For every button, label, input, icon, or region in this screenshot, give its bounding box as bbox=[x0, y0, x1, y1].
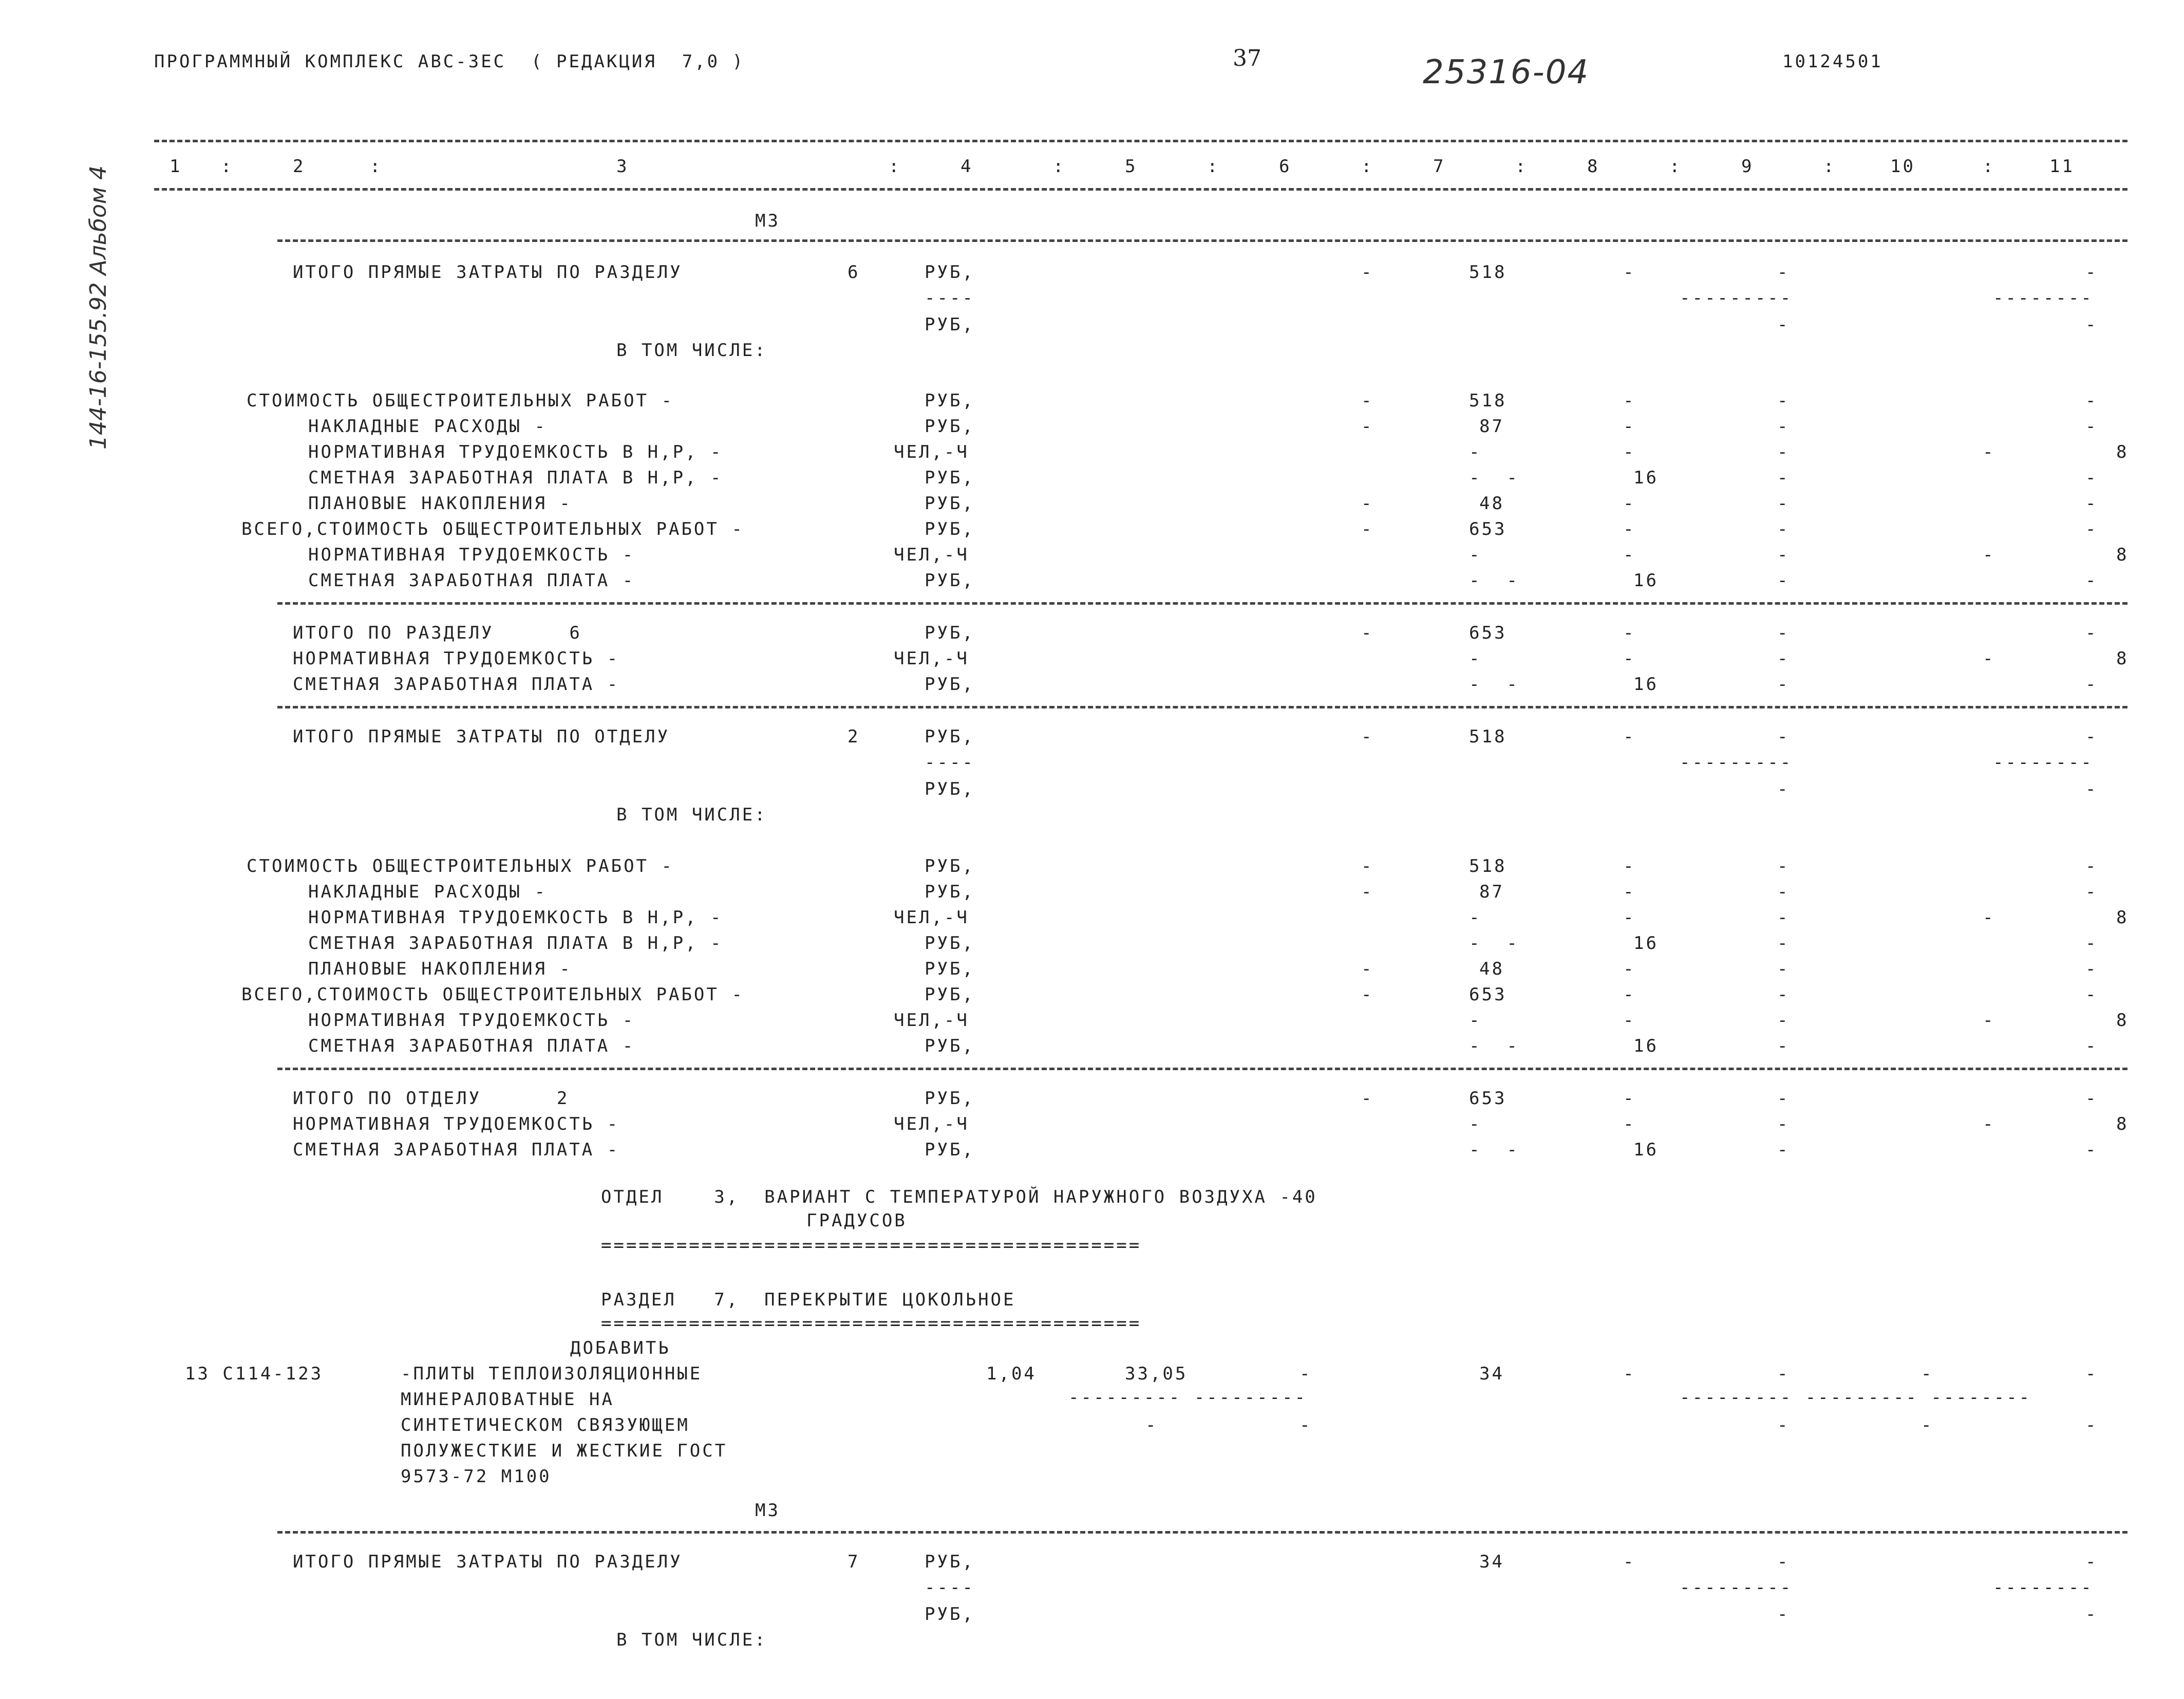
printout-line: - bbox=[1623, 959, 1636, 979]
printout-line: 8 bbox=[2116, 1114, 2129, 1134]
printout-line: - bbox=[2085, 570, 2098, 591]
printout-line: - bbox=[1777, 545, 1790, 565]
printout-line: - bbox=[1777, 468, 1790, 488]
column-header: 6 bbox=[1279, 156, 1292, 177]
printout-line: - bbox=[1983, 1114, 1995, 1134]
printout-line: 518 bbox=[1469, 262, 1507, 283]
printout-line: ОТДЕЛ 3, ВАРИАНТ С ТЕМПЕРАТУРОЙ НАРУЖНОГО ВОЗДУХА -40 bbox=[601, 1187, 1317, 1207]
separator-rule bbox=[277, 239, 2127, 242]
column-header: 8 bbox=[1587, 156, 1600, 177]
printout-line: - bbox=[1777, 856, 1790, 876]
printout-line: - bbox=[1623, 1552, 1636, 1572]
printout-line: - bbox=[1361, 882, 1374, 902]
printout-line: В ТОМ ЧИСЛЕ: bbox=[616, 1630, 767, 1650]
printout-line: ЧЕЛ,-Ч bbox=[894, 1114, 969, 1134]
printout-line: 16 bbox=[1633, 933, 1659, 954]
printout-line: - bbox=[2085, 314, 2098, 335]
margin-album-note: 144-16-155.92 Альбом 4 bbox=[85, 165, 111, 450]
printout-line: - bbox=[1361, 390, 1374, 411]
printout-line: 16 bbox=[1633, 468, 1659, 488]
printout-line: - bbox=[1777, 416, 1790, 437]
printout-line: 13 С114-123 bbox=[185, 1364, 324, 1384]
printout-line: 518 bbox=[1469, 856, 1507, 876]
printout-line: - bbox=[1777, 648, 1790, 669]
column-divider: : bbox=[1361, 156, 1374, 177]
printout-line: - bbox=[2085, 779, 2098, 799]
printout-line: - bbox=[1361, 519, 1374, 539]
column-divider: : bbox=[1983, 156, 1995, 177]
printout-line: --------- --------- -------- bbox=[1680, 1387, 2032, 1408]
printout-line: - bbox=[1983, 1010, 1995, 1031]
printout-line: 8 bbox=[2116, 1010, 2129, 1031]
printout-line: НАКЛАДНЫЕ РАСХОДЫ - bbox=[308, 882, 547, 902]
column-header: 11 bbox=[2049, 156, 2075, 177]
printout-line: - bbox=[2085, 726, 2098, 747]
printout-line: - bbox=[2085, 390, 2098, 411]
printout-line: МИНЕРАЛОВАТНЫЕ НА bbox=[401, 1389, 614, 1410]
printout-line: - bbox=[1623, 648, 1636, 669]
printout-line: НОРМАТИВНАЯ ТРУДОЕМКОСТЬ - bbox=[308, 545, 635, 565]
printout-line: РУБ, bbox=[925, 314, 975, 335]
printout-line: 6 bbox=[848, 262, 860, 283]
separator-rule bbox=[277, 1531, 2127, 1534]
printout-line: РУБ, bbox=[925, 390, 975, 411]
printout-line: 16 bbox=[1633, 570, 1659, 591]
printout-line: --------- bbox=[1680, 288, 1793, 308]
printout-line: - - bbox=[1469, 674, 1519, 695]
printout-line: - bbox=[1623, 623, 1636, 643]
printout-line: 653 bbox=[1469, 984, 1507, 1005]
printout-line: РУБ, bbox=[925, 416, 975, 437]
separator-rule bbox=[154, 140, 2127, 142]
printout-line: - bbox=[1777, 907, 1790, 928]
printout-line: ПЛАНОВЫЕ НАКОПЛЕНИЯ - bbox=[308, 959, 572, 979]
printout-line: -------- bbox=[1993, 1577, 2094, 1598]
printout-line: ---- bbox=[925, 288, 975, 308]
printout-line: - bbox=[1777, 1552, 1790, 1572]
column-divider: : bbox=[1823, 156, 1836, 177]
printout-line: 87 bbox=[1479, 882, 1504, 902]
separator-rule bbox=[277, 706, 2127, 708]
printout-line: РУБ, bbox=[925, 726, 975, 747]
printout-line: - - bbox=[1469, 468, 1519, 488]
printout-line: ДОБАВИТЬ bbox=[570, 1338, 671, 1358]
printout-line: - bbox=[1623, 390, 1636, 411]
printout-line: РУБ, bbox=[925, 1088, 975, 1109]
printout-line: =========================================== bbox=[601, 1313, 1142, 1334]
printout-line: - bbox=[1623, 1088, 1636, 1109]
printout-line: - bbox=[1777, 779, 1790, 799]
printout-line: - bbox=[1777, 1364, 1790, 1384]
document-code: 10124501 bbox=[1782, 51, 1883, 72]
printout-line: СМЕТНАЯ ЗАРАБОТНАЯ ПЛАТА В Н,Р, - bbox=[308, 468, 723, 488]
printout-line: - bbox=[1361, 959, 1374, 979]
column-divider: : bbox=[1669, 156, 1682, 177]
printout-line: РУБ, bbox=[925, 493, 975, 514]
printout-line: - bbox=[1469, 1114, 1482, 1134]
printout-line: ИТОГО ПО ОТДЕЛУ 2 bbox=[293, 1088, 570, 1109]
printout-line: НОРМАТИВНАЯ ТРУДОЕМКОСТЬ В Н,Р, - bbox=[308, 442, 723, 462]
printout-line: СМЕТНАЯ ЗАРАБОТНАЯ ПЛАТА В Н,Р, - bbox=[308, 933, 723, 954]
printout-line: - bbox=[1777, 519, 1790, 539]
printout-line: РУБ, bbox=[925, 1604, 975, 1625]
printout-line: РУБ, bbox=[925, 1552, 975, 1572]
printout-line: - bbox=[1777, 1604, 1790, 1625]
column-header: 1 bbox=[170, 156, 182, 177]
printout-line: - bbox=[1623, 545, 1636, 565]
printout-line: - bbox=[1623, 856, 1636, 876]
printout-line: ---- bbox=[925, 752, 975, 773]
printout-line: 8 bbox=[2116, 545, 2129, 565]
printout-line: - bbox=[1623, 907, 1636, 928]
printout-line: - bbox=[1921, 1364, 1934, 1384]
printout-line: - bbox=[2085, 623, 2098, 643]
printout-line: - bbox=[1361, 1088, 1374, 1109]
printout-line: 16 bbox=[1633, 1140, 1659, 1160]
printout-line: РУБ, bbox=[925, 779, 975, 799]
handwritten-number: 25316-04 bbox=[1423, 53, 1590, 91]
separator-rule bbox=[277, 602, 2127, 605]
printout-line: НОРМАТИВНАЯ ТРУДОЕМКОСТЬ В Н,Р, - bbox=[308, 907, 723, 928]
printout-line: РУБ, bbox=[925, 623, 975, 643]
printout-line: ИТОГО ПО РАЗДЕЛУ 6 bbox=[293, 623, 582, 643]
printout-line: - bbox=[1777, 726, 1790, 747]
printout-line: - bbox=[1145, 1415, 1158, 1435]
printout-line: НАКЛАДНЫЕ РАСХОДЫ - bbox=[308, 416, 547, 437]
printout-line: - bbox=[1777, 1140, 1790, 1160]
printout-line: РУБ, bbox=[925, 882, 975, 902]
printout-line: РУБ, bbox=[925, 570, 975, 591]
printout-line: - bbox=[2085, 856, 2098, 876]
printout-line: - bbox=[2085, 1140, 2098, 1160]
printout-line: - bbox=[1361, 984, 1374, 1005]
printout-line: - bbox=[1983, 907, 1995, 928]
column-header: 4 bbox=[961, 156, 973, 177]
printout-line: - bbox=[2085, 262, 2098, 283]
printout-line: 7 bbox=[848, 1552, 860, 1572]
printout-line: - bbox=[2085, 1036, 2098, 1056]
printout-line: - bbox=[1777, 674, 1790, 695]
printout-line: - bbox=[2085, 674, 2098, 695]
printout-line: ---- bbox=[925, 1577, 975, 1598]
printout-line: -------- bbox=[1993, 752, 2094, 773]
printout-line: ИТОГО ПРЯМЫЕ ЗАТРАТЫ ПО РАЗДЕЛУ bbox=[293, 1552, 683, 1572]
printout-line: ЧЕЛ,-Ч bbox=[894, 442, 969, 462]
printout-line: - bbox=[1777, 623, 1790, 643]
printout-line: 34 bbox=[1479, 1364, 1504, 1384]
printout-line: -ПЛИТЫ ТЕПЛОИЗОЛЯЦИОННЫЕ bbox=[401, 1364, 703, 1384]
column-divider: : bbox=[1053, 156, 1066, 177]
printout-line: - bbox=[2085, 1415, 2098, 1435]
column-header: 7 bbox=[1433, 156, 1446, 177]
printout-line: 8 bbox=[2116, 648, 2129, 669]
printout-line: РАЗДЕЛ 7, ПЕРЕКРЫТИЕ ЦОКОЛЬНОЕ bbox=[601, 1290, 1016, 1310]
printout-line: - bbox=[1777, 882, 1790, 902]
printout-line: - bbox=[2085, 1604, 2098, 1625]
column-divider: : bbox=[1515, 156, 1528, 177]
printout-line: РУБ, bbox=[925, 959, 975, 979]
printout-line: - - bbox=[1469, 1036, 1519, 1056]
printout-line: ГРАДУСОВ bbox=[806, 1210, 907, 1231]
printout-line: - bbox=[1623, 1364, 1636, 1384]
printout-line: - bbox=[2085, 468, 2098, 488]
printout-line: - bbox=[2085, 416, 2098, 437]
printout-line: СИНТЕТИЧЕСКОМ СВЯЗУЮЩЕМ bbox=[401, 1415, 690, 1435]
printout-line: - bbox=[1361, 726, 1374, 747]
printout-line: 16 bbox=[1633, 674, 1659, 695]
printout-line: - bbox=[1623, 882, 1636, 902]
printout-line: 518 bbox=[1469, 390, 1507, 411]
printout-line: - bbox=[1361, 856, 1374, 876]
printout-line: - bbox=[2085, 493, 2098, 514]
printout-line: 653 bbox=[1469, 1088, 1507, 1109]
printout-line: - bbox=[1623, 519, 1636, 539]
printout-line: - bbox=[1361, 262, 1374, 283]
printout-line: 87 bbox=[1479, 416, 1504, 437]
printout-line: - bbox=[1469, 648, 1482, 669]
printout-line: - bbox=[1777, 1036, 1790, 1056]
printout-line: - bbox=[2085, 933, 2098, 954]
column-divider: : bbox=[889, 156, 901, 177]
printout-line: - bbox=[1777, 984, 1790, 1005]
printout-line: - bbox=[1469, 442, 1482, 462]
printout-line: 653 bbox=[1469, 519, 1507, 539]
program-header: ПРОГРАММНЫЙ КОМПЛЕКС АВС-3ЕС ( РЕДАКЦИЯ 7,0 ) bbox=[154, 51, 745, 72]
printout-line: - bbox=[1777, 262, 1790, 283]
printout-line: - bbox=[1983, 442, 1995, 462]
printout-line: - bbox=[1623, 416, 1636, 437]
printout-line: - bbox=[1300, 1364, 1312, 1384]
printout-line: --------- bbox=[1680, 752, 1793, 773]
printout-line: 518 bbox=[1469, 726, 1507, 747]
printout-line: ПЛАНОВЫЕ НАКОПЛЕНИЯ - bbox=[308, 493, 572, 514]
printout-line: 2 bbox=[848, 726, 860, 747]
printout-line: НОРМАТИВНАЯ ТРУДОЕМКОСТЬ - bbox=[293, 648, 620, 669]
printout-line: - bbox=[1777, 390, 1790, 411]
printout-line: - bbox=[1983, 545, 1995, 565]
printout-line: - bbox=[1300, 1415, 1312, 1435]
printout-line: - bbox=[1623, 1010, 1636, 1031]
printout-line: РУБ, bbox=[925, 856, 975, 876]
column-divider: : bbox=[1207, 156, 1220, 177]
printout-line: 34 bbox=[1479, 1552, 1504, 1572]
printout-line: - bbox=[1623, 1114, 1636, 1134]
printout-line: РУБ, bbox=[925, 1140, 975, 1160]
printout-line: НОРМАТИВНАЯ ТРУДОЕМКОСТЬ - bbox=[293, 1114, 620, 1134]
printout-line: 33,05 bbox=[1125, 1364, 1188, 1384]
printout-line: СМЕТНАЯ ЗАРАБОТНАЯ ПЛАТА - bbox=[293, 674, 620, 695]
printout-line: 9573-72 М100 bbox=[401, 1466, 552, 1487]
printout-line: - bbox=[1777, 1114, 1790, 1134]
printout-line: - bbox=[1777, 493, 1790, 514]
printout-line: - bbox=[2085, 1088, 2098, 1109]
printout-line: - bbox=[2085, 882, 2098, 902]
column-header: 2 bbox=[293, 156, 306, 177]
printout-line: РУБ, bbox=[925, 1036, 975, 1056]
printout-line: - - bbox=[1469, 1140, 1519, 1160]
printout-line: - bbox=[1623, 726, 1636, 747]
printout-line: РУБ, bbox=[925, 984, 975, 1005]
separator-rule bbox=[154, 188, 2127, 191]
printout-line: - bbox=[1623, 442, 1636, 462]
printout-line: - bbox=[1361, 416, 1374, 437]
printout-line: НОРМАТИВНАЯ ТРУДОЕМКОСТЬ - bbox=[308, 1010, 635, 1031]
separator-rule bbox=[277, 1068, 2127, 1070]
printout-line: - bbox=[1777, 1088, 1790, 1109]
printout-line: - bbox=[1777, 442, 1790, 462]
printout-line: РУБ, bbox=[925, 674, 975, 695]
printout-line: РУБ, bbox=[925, 262, 975, 283]
printout-line: -------- bbox=[1993, 288, 2094, 308]
printout-line: СТОИМОСТЬ ОБЩЕСТРОИТЕЛЬНЫХ РАБОТ - bbox=[247, 390, 674, 411]
printout-line: РУБ, bbox=[925, 468, 975, 488]
printout-line: ЧЕЛ,-Ч bbox=[894, 545, 969, 565]
printout-line: - bbox=[1921, 1415, 1934, 1435]
printout-line: ВСЕГО,СТОИМОСТЬ ОБЩЕСТРОИТЕЛЬНЫХ РАБОТ - bbox=[241, 519, 744, 539]
printout-line: - bbox=[1777, 959, 1790, 979]
printout-line: ИТОГО ПРЯМЫЕ ЗАТРАТЫ ПО РАЗДЕЛУ bbox=[293, 262, 683, 283]
printout-line: 48 bbox=[1479, 959, 1504, 979]
printout-line: ВСЕГО,СТОИМОСТЬ ОБЩЕСТРОИТЕЛЬНЫХ РАБОТ - bbox=[241, 984, 744, 1005]
printout-line: --------- bbox=[1680, 1577, 1793, 1598]
printout-line: 48 bbox=[1479, 493, 1504, 514]
printout-line: - bbox=[1983, 648, 1995, 669]
printout-line: - bbox=[1361, 493, 1374, 514]
printout-line: - bbox=[1469, 545, 1482, 565]
printout-line: 8 bbox=[2116, 907, 2129, 928]
printout-line: СМЕТНАЯ ЗАРАБОТНАЯ ПЛАТА - bbox=[293, 1140, 620, 1160]
column-header: 9 bbox=[1741, 156, 1754, 177]
printout-line: СМЕТНАЯ ЗАРАБОТНАЯ ПЛАТА - bbox=[308, 570, 635, 591]
printout-line: М3 bbox=[755, 1500, 780, 1521]
printout-line: - bbox=[1469, 907, 1482, 928]
printout-line: СМЕТНАЯ ЗАРАБОТНАЯ ПЛАТА - bbox=[308, 1036, 635, 1056]
printout-line: СТОИМОСТЬ ОБЩЕСТРОИТЕЛЬНЫХ РАБОТ - bbox=[247, 856, 674, 876]
printout-line: - bbox=[1777, 1010, 1790, 1031]
printout-line: - - bbox=[1469, 570, 1519, 591]
printout-line: - bbox=[1777, 570, 1790, 591]
printout-line: --------- --------- bbox=[1068, 1387, 1307, 1408]
printout-line: М3 bbox=[755, 211, 780, 231]
printout-line: - bbox=[1623, 493, 1636, 514]
printout-line: - bbox=[2085, 959, 2098, 979]
column-divider: : bbox=[221, 156, 234, 177]
printout-line: - bbox=[1623, 984, 1636, 1005]
printout-line: В ТОМ ЧИСЛЕ: bbox=[616, 805, 767, 825]
printout-line: ЧЕЛ,-Ч bbox=[894, 907, 969, 928]
printout-line: - bbox=[1623, 262, 1636, 283]
printout-line: ЧЕЛ,-Ч bbox=[894, 1010, 969, 1031]
printout-line: РУБ, bbox=[925, 519, 975, 539]
column-header: 10 bbox=[1890, 156, 1915, 177]
printout-line: - - bbox=[1469, 933, 1519, 954]
printout-line: - bbox=[1777, 1415, 1790, 1435]
printout-line: ПОЛУЖЕСТКИЕ И ЖЕСТКИЕ ГОСТ bbox=[401, 1441, 728, 1461]
column-divider: : bbox=[370, 156, 383, 177]
printout-line: - bbox=[2085, 519, 2098, 539]
column-header: 5 bbox=[1125, 156, 1138, 177]
printout-line: 653 bbox=[1469, 623, 1507, 643]
printout-line: - bbox=[2085, 984, 2098, 1005]
printout-line: - bbox=[1469, 1010, 1482, 1031]
column-header: 3 bbox=[616, 156, 629, 177]
printout-line: ЧЕЛ,-Ч bbox=[894, 648, 969, 669]
printout-line: - bbox=[1777, 933, 1790, 954]
printout-line: - bbox=[1777, 314, 1790, 335]
printout-line: 1,04 bbox=[986, 1364, 1037, 1384]
printout-line: 8 bbox=[2116, 442, 2129, 462]
printout-line: - bbox=[2085, 1364, 2098, 1384]
printout-line: - bbox=[1361, 623, 1374, 643]
page-number: 37 bbox=[1233, 45, 1262, 71]
printout-line: В ТОМ ЧИСЛЕ: bbox=[616, 340, 767, 361]
printout-line: - bbox=[2085, 1552, 2098, 1572]
printout-line: 16 bbox=[1633, 1036, 1659, 1056]
printout-line: РУБ, bbox=[925, 933, 975, 954]
printout-line: ИТОГО ПРЯМЫЕ ЗАТРАТЫ ПО ОТДЕЛУ bbox=[293, 726, 670, 747]
printout-line: =========================================== bbox=[601, 1235, 1142, 1256]
